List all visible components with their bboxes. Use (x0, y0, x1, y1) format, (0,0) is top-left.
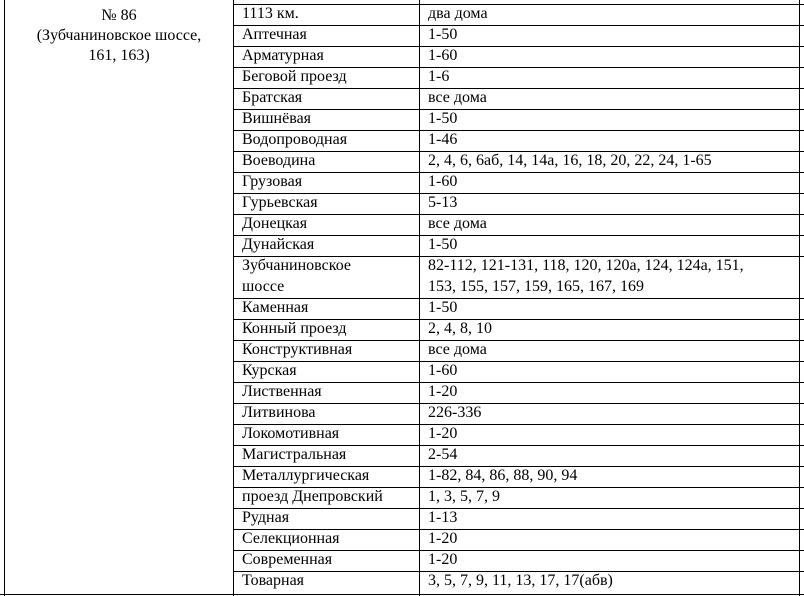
street-name: Конный проезд (242, 320, 347, 337)
house-numbers: 1-20 (428, 425, 458, 442)
row-divider (233, 88, 804, 89)
street-name: Металлургическая (242, 467, 370, 484)
house-numbers: 3, 5, 7, 9, 11, 13, 17, 17(абв) (428, 572, 613, 589)
house-numbers: 1-6 (428, 68, 450, 85)
street-name: Воеводина (242, 152, 316, 169)
street-name: Дунайская (242, 236, 315, 253)
house-numbers: 1-50 (428, 236, 458, 253)
house-numbers: все дома (428, 215, 487, 232)
row-divider (233, 25, 804, 26)
house-numbers: 1-13 (428, 509, 458, 526)
house-numbers: 1-46 (428, 131, 458, 148)
row-divider (233, 508, 804, 509)
street-name: Рудная (242, 509, 290, 526)
house-numbers: 1-50 (428, 299, 458, 316)
street-name: Курская (242, 362, 297, 379)
street-name: шоссе (242, 278, 285, 295)
house-numbers: 1-20 (428, 530, 458, 547)
house-numbers: 1-60 (428, 173, 458, 190)
row-divider (233, 235, 804, 236)
street-name: Магистральная (242, 446, 347, 463)
house-numbers: 1-20 (428, 551, 458, 568)
house-numbers: 82-112, 121-131, 118, 120, 120а, 124, 124а, 151, (428, 257, 744, 274)
row-divider (233, 172, 804, 173)
street-name: Лиственная (242, 383, 322, 400)
school-number: № 86 (101, 7, 137, 24)
house-numbers: 1-60 (428, 362, 458, 379)
school-address-line-2: 161, 163) (88, 47, 150, 64)
street-name: проезд Днепровский (242, 488, 383, 505)
table-border-left (4, 0, 5, 596)
street-name: Конструктивная (242, 341, 353, 358)
house-numbers: 2, 4, 6, 6аб, 14, 14а, 16, 18, 20, 22, 24, 1-65 (428, 152, 712, 169)
house-numbers: 2, 4, 8, 10 (428, 320, 492, 337)
row-divider (233, 214, 804, 215)
street-name: Каменная (242, 299, 309, 316)
street-name: Товарная (242, 572, 305, 589)
street-name: Современная (242, 551, 333, 568)
street-name: Селекционная (242, 530, 340, 547)
street-name: Гурьевская (242, 194, 318, 211)
street-name: Аптечная (242, 26, 307, 43)
table-border-top (233, 4, 804, 5)
house-numbers: 1-60 (428, 47, 458, 64)
school-address-line-1: (Зубчаниновское шоссе, (36, 27, 202, 44)
table-border-bottom (0, 594, 804, 595)
street-name: Братская (242, 89, 303, 106)
house-numbers: 1-50 (428, 110, 458, 127)
house-numbers: 1, 3, 5, 7, 9 (428, 488, 500, 505)
house-numbers: 1-50 (428, 26, 458, 43)
row-divider (233, 109, 804, 110)
house-numbers: два дома (428, 5, 488, 22)
street-name: Литвинова (242, 404, 316, 421)
house-numbers: 1-82, 84, 86, 88, 90, 94 (428, 467, 578, 484)
street-name: Грузовая (242, 173, 303, 190)
house-numbers: 2-54 (428, 446, 458, 463)
street-name: Арматурная (242, 47, 324, 64)
row-divider (233, 403, 804, 404)
row-divider (233, 298, 804, 299)
house-numbers: все дома (428, 341, 487, 358)
street-name: Водопроводная (242, 131, 348, 148)
row-divider (233, 193, 804, 194)
street-name: Зубчаниновское (242, 257, 351, 274)
house-numbers: все дома (428, 89, 487, 106)
street-name: Локомотивная (242, 425, 340, 442)
row-divider (233, 361, 804, 362)
street-name: Донецкая (242, 215, 308, 232)
street-name: Вишнёвая (242, 110, 312, 127)
house-numbers: 1-20 (428, 383, 458, 400)
house-numbers: 226-336 (428, 404, 482, 421)
house-numbers: 5-13 (428, 194, 458, 211)
street-name: 1113 км. (242, 5, 299, 22)
school-cell (8, 6, 230, 66)
house-numbers: 153, 155, 157, 159, 165, 167, 169 (428, 278, 644, 295)
street-name: Беговой проезд (242, 68, 347, 85)
